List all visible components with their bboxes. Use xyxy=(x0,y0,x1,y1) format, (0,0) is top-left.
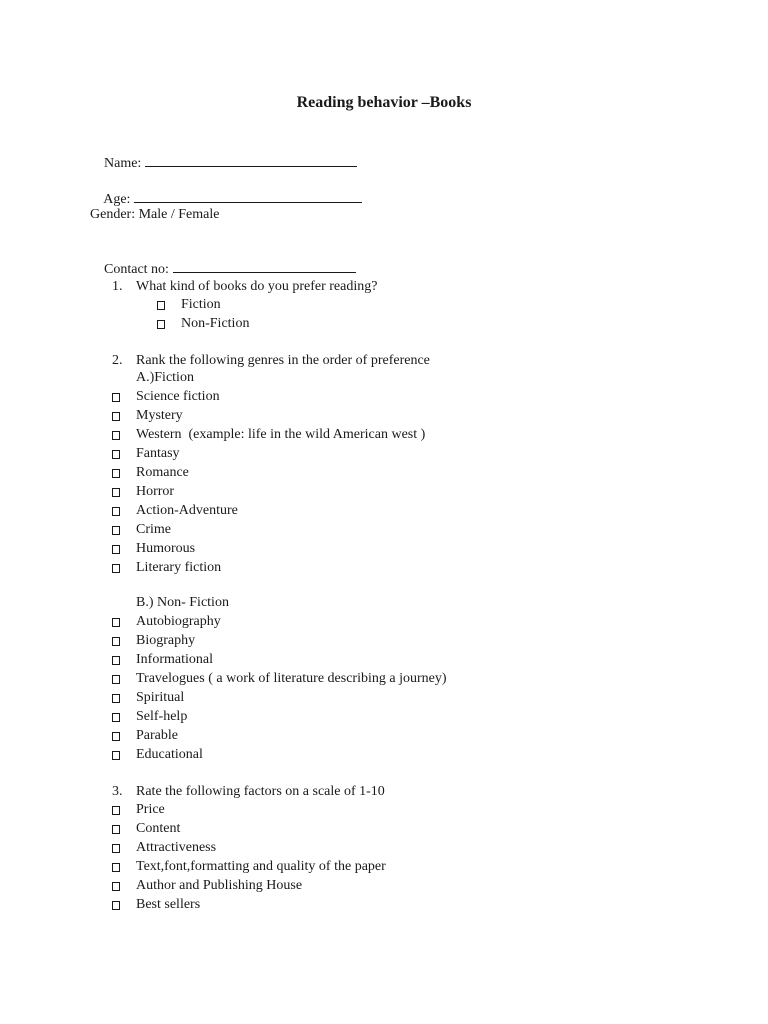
checkbox[interactable] xyxy=(112,694,120,703)
option-label: Author and Publishing House xyxy=(136,878,303,893)
option-label: Non-Fiction xyxy=(181,316,250,331)
checkbox[interactable] xyxy=(112,469,120,478)
option-label: Educational xyxy=(136,747,203,762)
checkbox[interactable] xyxy=(112,656,120,665)
checkbox[interactable] xyxy=(112,675,120,684)
checkbox[interactable] xyxy=(112,825,120,834)
option-label: Biography xyxy=(136,633,196,648)
name-label: Name: xyxy=(104,156,142,171)
option-label: Romance xyxy=(136,465,189,480)
age-label: Age: xyxy=(103,192,131,207)
option-label: Crime xyxy=(136,522,171,537)
option-label: Fiction xyxy=(181,297,221,312)
option-label: Content xyxy=(136,821,181,836)
gender-field: Gender: Male / Female xyxy=(90,207,220,222)
checkbox[interactable] xyxy=(112,393,120,402)
option-label: Self-help xyxy=(136,709,188,724)
checkbox[interactable] xyxy=(112,412,120,421)
checkbox[interactable] xyxy=(112,901,120,910)
option-label: Spiritual xyxy=(136,690,185,705)
option-label: Attractiveness xyxy=(136,840,217,855)
question-number: 1. xyxy=(112,279,123,294)
checkbox[interactable] xyxy=(112,431,120,440)
option-label: Mystery xyxy=(136,408,183,423)
option-label: Literary fiction xyxy=(136,560,222,575)
question-text: What kind of books do you prefer reading? xyxy=(136,279,378,294)
question-number: 2. xyxy=(112,353,123,368)
option-label: Western (example: life in the wild American west ) xyxy=(136,427,426,442)
checkbox[interactable] xyxy=(157,301,165,310)
checkbox[interactable] xyxy=(112,713,120,722)
option-label: Informational xyxy=(136,652,213,667)
checkbox[interactable] xyxy=(112,732,120,741)
checkbox[interactable] xyxy=(112,545,120,554)
option-label: Fantasy xyxy=(136,446,180,461)
option-label: Parable xyxy=(136,728,178,743)
option-label: Text,font,formatting and quality of the paper xyxy=(136,859,386,874)
page-title: Reading behavior –Books xyxy=(296,94,472,111)
question-text: Rank the following genres in the order of preference xyxy=(136,353,430,368)
checkbox[interactable] xyxy=(112,507,120,516)
contact-label: Contact no: xyxy=(104,262,169,277)
option-label: Science fiction xyxy=(136,389,220,404)
checkbox[interactable] xyxy=(112,526,120,535)
contact-blank[interactable] xyxy=(173,258,356,273)
option-label: Price xyxy=(136,802,165,817)
checkbox[interactable] xyxy=(112,806,120,815)
age-blank[interactable] xyxy=(134,188,362,203)
name-blank[interactable] xyxy=(145,152,357,167)
option-label: Horror xyxy=(136,484,175,499)
checkbox[interactable] xyxy=(112,450,120,459)
checkbox[interactable] xyxy=(157,320,165,329)
option-label: Best sellers xyxy=(136,897,201,912)
checkbox[interactable] xyxy=(112,488,120,497)
checkbox[interactable] xyxy=(112,863,120,872)
nonfiction-heading: B.) Non- Fiction xyxy=(136,595,229,610)
option-label: Autobiography xyxy=(136,614,221,629)
checkbox[interactable] xyxy=(112,882,120,891)
option-label: Travelogues ( a work of literature describing a journey) xyxy=(136,671,447,686)
checkbox[interactable] xyxy=(112,751,120,760)
question-text: Rate the following factors on a scale of 1-10 xyxy=(136,784,385,799)
option-label: Action-Adventure xyxy=(136,503,238,518)
checkbox[interactable] xyxy=(112,618,120,627)
question-number: 3. xyxy=(112,784,123,799)
fiction-heading: A.)Fiction xyxy=(136,370,194,385)
checkbox[interactable] xyxy=(112,637,120,646)
checkbox[interactable] xyxy=(112,564,120,573)
checkbox[interactable] xyxy=(112,844,120,853)
option-label: Humorous xyxy=(136,541,196,556)
